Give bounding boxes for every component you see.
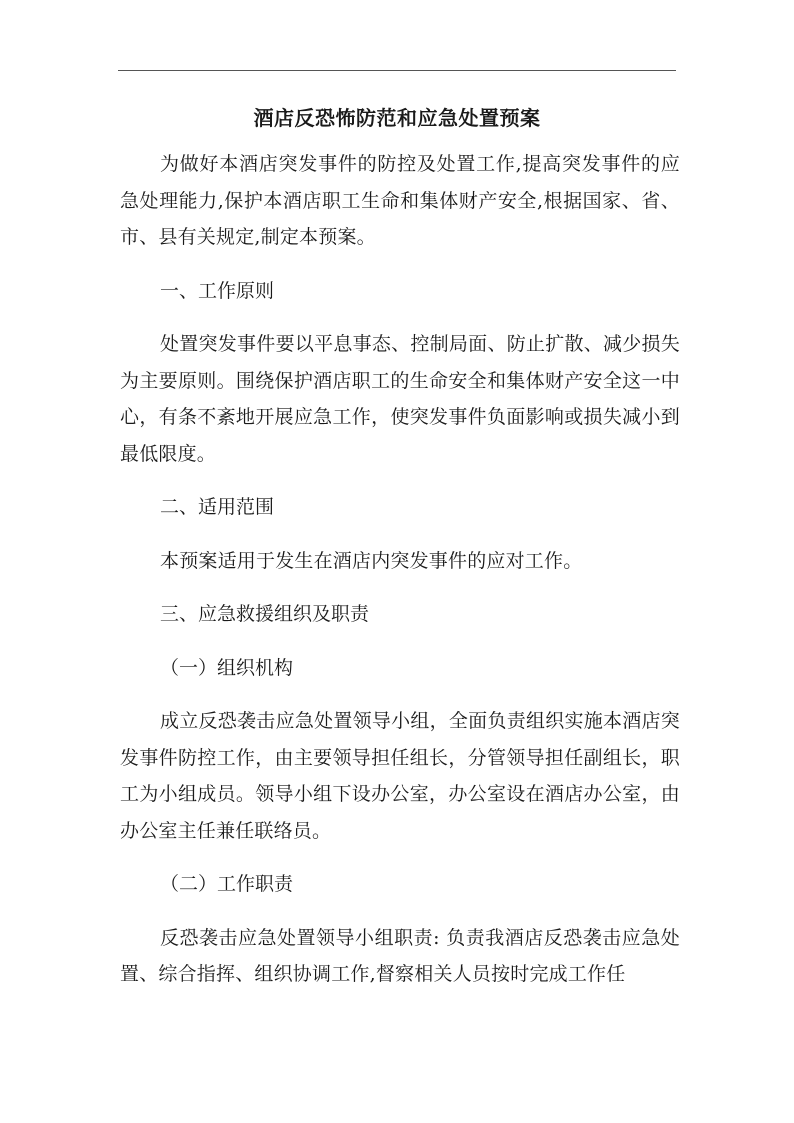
subsection-heading-structure: （一）组织机构 [160, 656, 294, 679]
header-divider [118, 70, 676, 71]
document-body [120, 146, 680, 993]
section-heading-scope: 二、适用范围 [160, 496, 275, 518]
principles-paragraph: 处置突发事件要以平息事态、控制局面、防止扩散、减少损失为主要原则。围绕保护酒店职工的生命安全和集体财产安全这一中心，有条不紊地开展应急工作，使突发事件负面影响或损失减小到最低限度。 [120, 333, 680, 465]
structure-paragraph: 成立反恐袭击应急处置领导小组，全面负责组织实施本酒店突发事件防控工作，由主要领导担任组长，分管领导担任副组长，职工为小组成员。领导小组下设办公室，办公室设在酒店办公室，由办公室主任兼任联络员。 [120, 710, 680, 842]
document-title: 酒店反恐怖防范和应急处置预案 [253, 106, 541, 130]
intro-paragraph: 为做好本酒店突发事件的防控及处置工作,提高突发事件的应急处理能力,保护本酒店职工生命和集体财产安全,根据国家、省、市、县有关规定,制定本预案。 [120, 153, 680, 248]
subsection-heading-duties: （二）工作职责 [160, 873, 294, 895]
duties-paragraph: 反恐袭击应急处置领导小组职责: 负责我酒店反恐袭击应急处置、综合指挥、组织协调工作,督察相关人员按时完成工作任 [120, 926, 680, 985]
section-heading-principles: 一、工作原则 [160, 279, 275, 302]
scope-paragraph: 本预案适用于发生在酒店内突发事件的应对工作。 [160, 549, 583, 572]
section-heading-organization: 三、应急救援组织及职责 [160, 603, 370, 625]
